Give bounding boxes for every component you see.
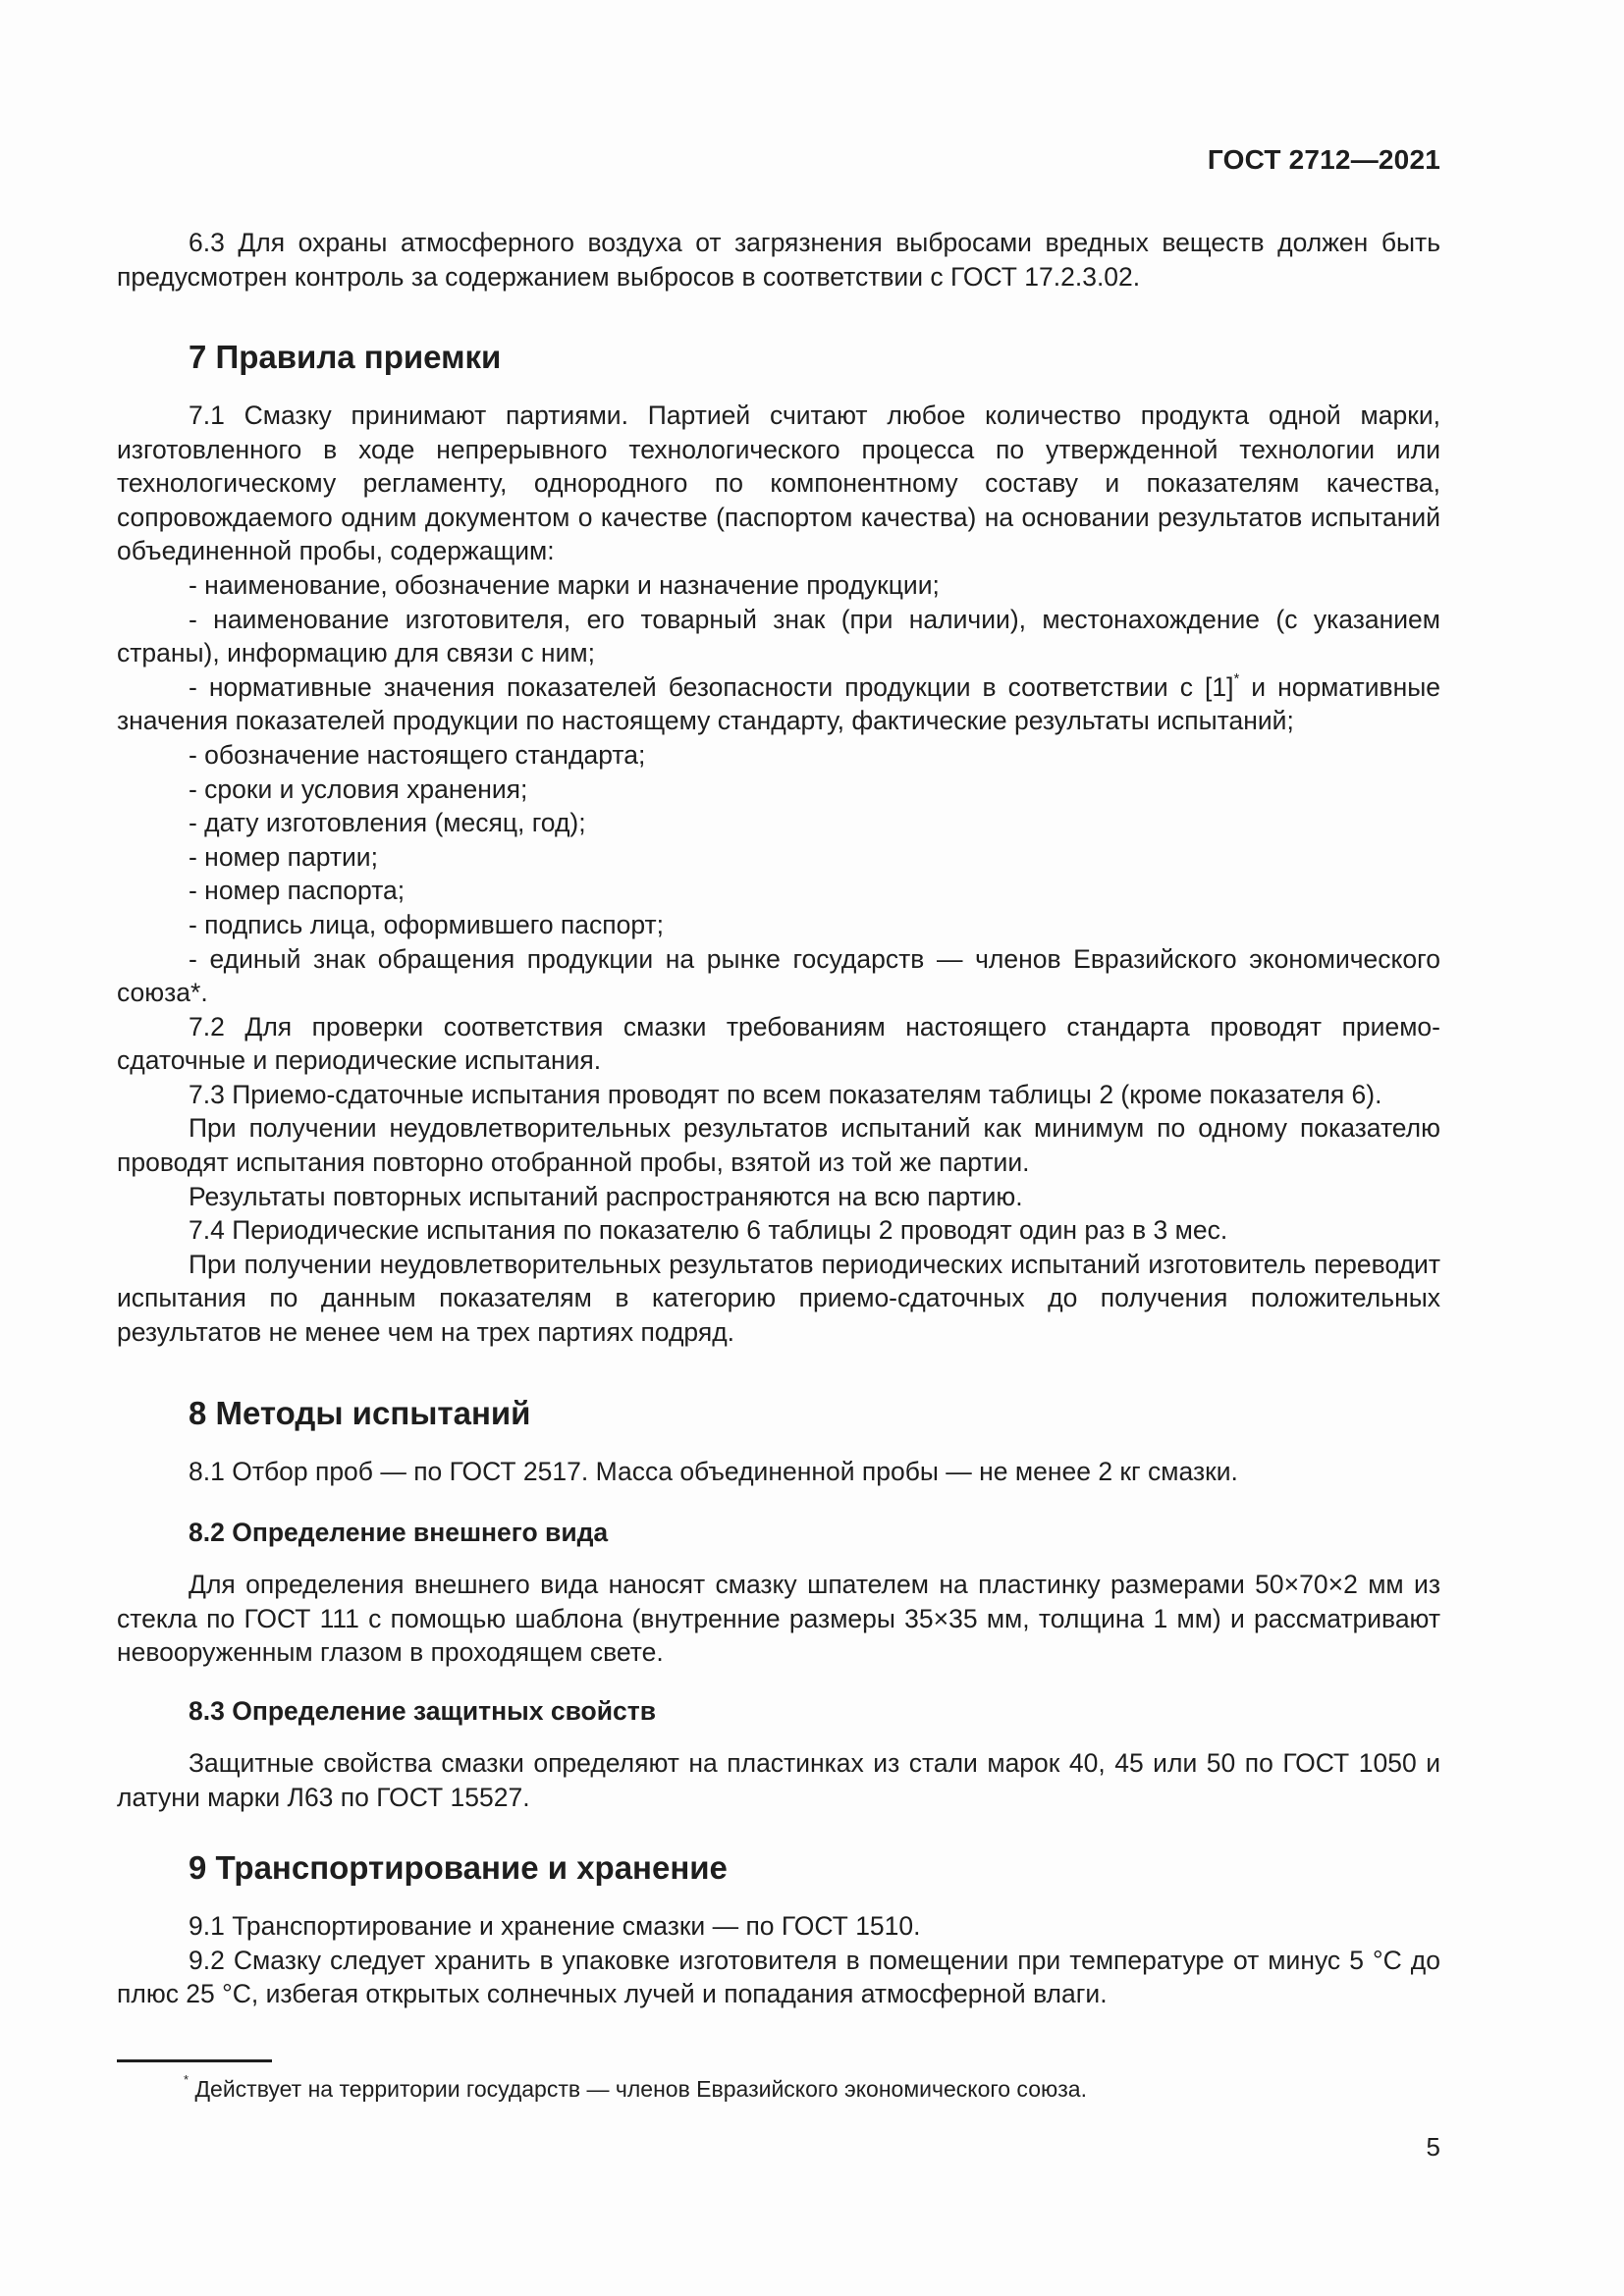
clause-8-1: [117, 1455, 1440, 1489]
section-8-heading-block: [117, 1394, 1440, 1433]
subsection-8-2-heading-block: [117, 1516, 1440, 1549]
list-item: - единый знак обращения продукции на рынке государств — членов Евразийского экономического союза*.: [117, 943, 1440, 1008]
subsection-heading: 8.3 Определение защитных свойств: [189, 1696, 657, 1726]
paragraph: При получении неудовлетворительных результатов испытаний как минимум по одному показателю проводят испытания повторно отобранной пробы, взятой из той же партии.: [117, 1113, 1440, 1178]
footnote: [184, 2074, 1087, 2104]
list-item: - подпись лица, оформившего паспорт;: [189, 909, 665, 939]
paragraph: Результаты повторных испытаний распространяются на всю партию.: [189, 1181, 1023, 1211]
list-item: - наименование изготовителя, его товарный знак (при наличии), местонахождение (с указанием страны), информацию для связи с ним;: [117, 604, 1440, 668]
section-heading: 7 Правила приемки: [189, 339, 502, 375]
clause-8-3: [117, 1746, 1440, 1814]
section-9-heading-block: [117, 1848, 1440, 1888]
paragraph: 9.1 Транспортирование и хранение смазки — по ГОСТ 1510.: [189, 1911, 921, 1941]
list-item-text: - нормативные значения показателей безопасности продукции в соответствии с [1]: [189, 671, 1234, 702]
list-item: - номер паспорта;: [189, 876, 406, 906]
list-item: - наименование, обозначение марки и назначение продукции;: [189, 569, 940, 600]
paragraph: 7.4 Периодические испытания по показателю 6 таблицы 2 проводят один раз в 3 мес.: [189, 1215, 1228, 1246]
section-9-body: [117, 1909, 1440, 2011]
list-item-text: и нормативные значения показателей продукции по настоящему стандарту, фактические результаты испытаний;: [117, 671, 1440, 736]
subsection-8-3-heading-block: [117, 1694, 1440, 1728]
footnote-mark: *: [184, 2072, 189, 2088]
paragraph: 8.1 Отбор проб — по ГОСТ 2517. Масса объединенной пробы — не менее 2 кг смазки.: [189, 1457, 1238, 1486]
footnote-ref: *: [1233, 669, 1240, 687]
section-7-heading-block: [117, 338, 1440, 377]
list-item: [117, 670, 1440, 738]
section-7-body: [117, 399, 1440, 1350]
section-heading: 9 Транспортирование и хранение: [189, 1849, 728, 1886]
footnote-divider: [117, 2059, 272, 2062]
paragraph: 7.1 Смазку принимают партиями. Партией считают любое количество продукта одной марки, изготовленного в ходе непрерывного технологического процесса по утвержденной технологии или технологическому регламенту, однородного по компонентному составу и показателям качества, сопровождаемого одним документом о качестве (паспортом качества) на основании результатов испытаний объединенной пробы, содержащим:: [117, 400, 1440, 566]
list-item: - дату изготовления (месяц, год);: [189, 808, 586, 838]
paragraph: Защитные свойства смазки определяют на пластинках из стали марок 40, 45 или 50 по ГОСТ 1050 и латуни марки Л63 по ГОСТ 15527.: [117, 1748, 1440, 1812]
clause-6-3: [117, 226, 1440, 294]
paragraph: 9.2 Смазку следует хранить в упаковке изготовителя в помещении при температуре от минус 5 °С до плюс 25 °С, избегая открытых солнечных лучей и попадания атмосферной влаги.: [117, 1945, 1440, 2009]
list-item: - обозначение настоящего стандарта;: [189, 739, 646, 770]
list-item: - сроки и условия хранения;: [189, 774, 528, 804]
paragraph: 7.3 Приемо-сдаточные испытания проводят по всем показателям таблицы 2 (кроме показателя 6).: [189, 1079, 1382, 1109]
clause-8-2: [117, 1568, 1440, 1670]
footnote-text: Действует на территории государств — членов Евразийского экономического союза.: [189, 2076, 1087, 2102]
subsection-heading: 8.2 Определение внешнего вида: [189, 1518, 609, 1547]
paragraph: 6.3 Для охраны атмосферного воздуха от загрязнения выбросами вредных веществ должен быть предусмотрен контроль за содержанием выбросов в соответствии с ГОСТ 17.2.3.02.: [117, 228, 1440, 292]
paragraph: Для определения внешнего вида наносят смазку шпателем на пластинку размерами 50×70×2 мм из стекла по ГОСТ 111 с помощью шаблона (внутренние размеры 35×35 мм, толщина 1 мм) и рассматривают невооруженным глазом в проходящем свете.: [117, 1570, 1440, 1668]
list-item: - номер партии;: [189, 841, 378, 872]
paragraph: При получении неудовлетворительных результатов периодических испытаний изготовитель переводит испытания по данным показателям в категорию приемо-сдаточных до получения положительных результатов не менее чем на трех партиях подряд.: [117, 1249, 1440, 1348]
page-number: 5: [1426, 2132, 1440, 2162]
document-code: ГОСТ 2712—2021: [1207, 144, 1440, 175]
section-heading: 8 Методы испытаний: [189, 1395, 531, 1431]
paragraph: 7.2 Для проверки соответствия смазки требованиям настоящего стандарта проводят приемо-сдаточные и периодические испытания.: [117, 1011, 1440, 1076]
